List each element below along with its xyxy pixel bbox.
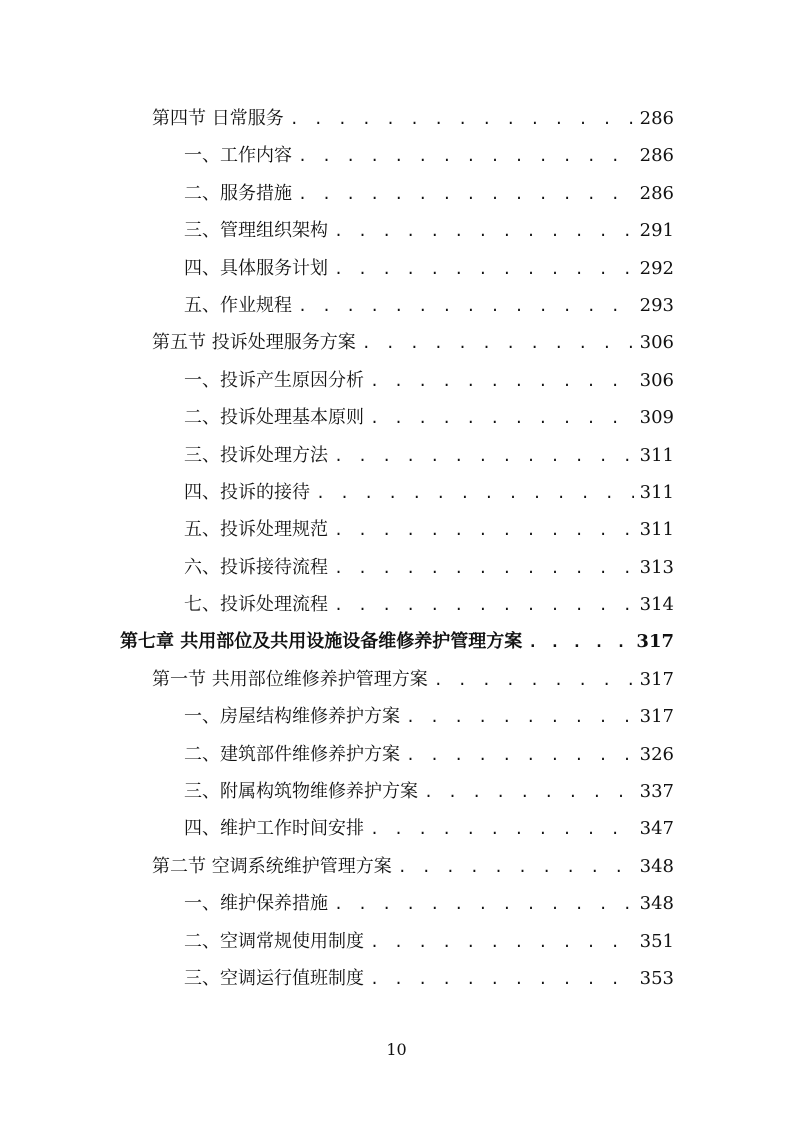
toc-entry-title: 二、空调常规使用制度	[184, 930, 364, 952]
toc-entry[interactable]	[120, 848, 674, 885]
toc-entry[interactable]	[120, 623, 674, 660]
toc-dot-leader	[398, 849, 634, 886]
toc-entry-title: 四、维护工作时间安排	[184, 818, 364, 840]
toc-entry-title: 第二节 空调系统维护管理方案	[152, 855, 392, 877]
toc-dot-leader	[406, 737, 634, 774]
toc-dot-leader	[298, 138, 634, 175]
toc-entry-page: 286	[639, 182, 674, 204]
table-of-contents	[120, 100, 674, 997]
toc-entry[interactable]	[120, 175, 674, 212]
toc-entry[interactable]	[120, 437, 674, 474]
toc-entry-title: 三、管理组织架构	[184, 220, 328, 242]
toc-entry-page: 337	[639, 781, 674, 803]
toc-dot-leader	[334, 512, 634, 549]
toc-entry-page: 347	[639, 818, 674, 840]
toc-dot-leader	[298, 176, 634, 213]
toc-entry-title: 第七章 共用部位及共用设施设备维修养护管理方案	[120, 631, 523, 653]
toc-entry[interactable]	[120, 212, 674, 249]
toc-dot-leader	[424, 774, 634, 811]
toc-entry-page: 286	[639, 145, 674, 167]
toc-dot-leader	[334, 886, 634, 923]
toc-entry-page: 313	[639, 556, 674, 578]
toc-dot-leader	[316, 475, 634, 512]
toc-entry-page: 326	[639, 743, 674, 765]
toc-entry[interactable]	[120, 586, 674, 623]
toc-entry-title: 第五节 投诉处理服务方案	[152, 332, 356, 354]
toc-entry-title: 三、附属构筑物维修养护方案	[184, 781, 418, 803]
toc-dot-leader	[370, 811, 634, 848]
toc-entry-page: 311	[639, 519, 674, 541]
toc-dot-leader	[298, 288, 634, 325]
toc-entry[interactable]	[120, 287, 674, 324]
toc-entry[interactable]	[120, 100, 674, 137]
toc-entry-page: 293	[639, 294, 674, 316]
toc-entry-title: 三、空调运行值班制度	[184, 967, 364, 989]
toc-entry-page: 292	[639, 257, 674, 279]
toc-dot-leader	[370, 924, 634, 961]
toc-entry[interactable]	[120, 661, 674, 698]
toc-dot-leader	[334, 251, 634, 288]
toc-entry[interactable]	[120, 810, 674, 847]
toc-entry-page: 353	[639, 967, 674, 989]
toc-entry-title: 四、具体服务计划	[184, 257, 328, 279]
toc-entry[interactable]	[120, 885, 674, 922]
toc-entry[interactable]	[120, 960, 674, 997]
page-number: 10	[386, 1040, 407, 1059]
toc-entry[interactable]	[120, 511, 674, 548]
toc-entry-page: 309	[639, 407, 674, 429]
toc-dot-leader	[370, 363, 634, 400]
toc-entry-title: 一、房屋结构维修养护方案	[184, 706, 400, 728]
toc-entry[interactable]	[120, 773, 674, 810]
toc-dot-leader	[290, 101, 634, 138]
toc-dot-leader	[370, 400, 634, 437]
toc-entry-title: 第四节 日常服务	[152, 108, 284, 129]
toc-entry[interactable]	[120, 474, 674, 511]
toc-entry-page: 286	[639, 108, 674, 129]
toc-entry-title: 五、作业规程	[184, 294, 292, 316]
toc-entry-title: 二、投诉处理基本原则	[184, 407, 364, 429]
toc-entry-title: 一、投诉产生原因分析	[184, 369, 364, 391]
toc-entry-page: 311	[639, 444, 674, 466]
toc-entry-page: 306	[639, 332, 674, 354]
toc-dot-leader	[334, 213, 634, 250]
toc-entry-title: 四、投诉的接待	[184, 481, 310, 503]
toc-entry-title: 七、投诉处理流程	[184, 594, 328, 616]
toc-entry-title: 一、维护保养措施	[184, 893, 328, 915]
toc-dot-leader	[406, 699, 634, 736]
toc-entry-page: 351	[639, 930, 674, 952]
toc-dot-leader	[334, 587, 634, 624]
toc-dot-leader	[434, 662, 634, 699]
toc-dot-leader	[334, 550, 634, 587]
toc-entry[interactable]	[120, 137, 674, 174]
toc-entry-title: 三、投诉处理方法	[184, 444, 328, 466]
toc-entry-page: 306	[639, 369, 674, 391]
toc-dot-leader	[362, 325, 634, 362]
toc-entry-title: 一、工作内容	[184, 145, 292, 167]
toc-entry-title: 二、建筑部件维修养护方案	[184, 743, 400, 765]
toc-dot-leader	[528, 624, 630, 661]
toc-entry-page: 311	[639, 481, 674, 503]
toc-entry-page: 291	[639, 220, 674, 242]
toc-entry-title: 第一节 共用部位维修养护管理方案	[152, 668, 428, 690]
toc-entry[interactable]	[120, 324, 674, 361]
toc-entry-page: 317	[639, 668, 674, 690]
toc-entry-page: 348	[639, 855, 674, 877]
toc-dot-leader	[334, 438, 634, 475]
toc-entry-page: 317	[639, 706, 674, 728]
toc-entry[interactable]	[120, 250, 674, 287]
toc-entry[interactable]	[120, 698, 674, 735]
toc-dot-leader	[370, 961, 634, 998]
toc-entry[interactable]	[120, 399, 674, 436]
toc-entry-title: 二、服务措施	[184, 182, 292, 204]
toc-entry-page: 348	[639, 893, 674, 915]
toc-entry[interactable]	[120, 736, 674, 773]
toc-entry-title: 五、投诉处理规范	[184, 519, 328, 541]
toc-entry-page: 317	[636, 631, 674, 653]
toc-entry[interactable]	[120, 362, 674, 399]
toc-entry[interactable]	[120, 549, 674, 586]
toc-entry-page: 314	[639, 594, 674, 616]
toc-entry-title: 六、投诉接待流程	[184, 556, 328, 578]
toc-entry[interactable]	[120, 923, 674, 960]
